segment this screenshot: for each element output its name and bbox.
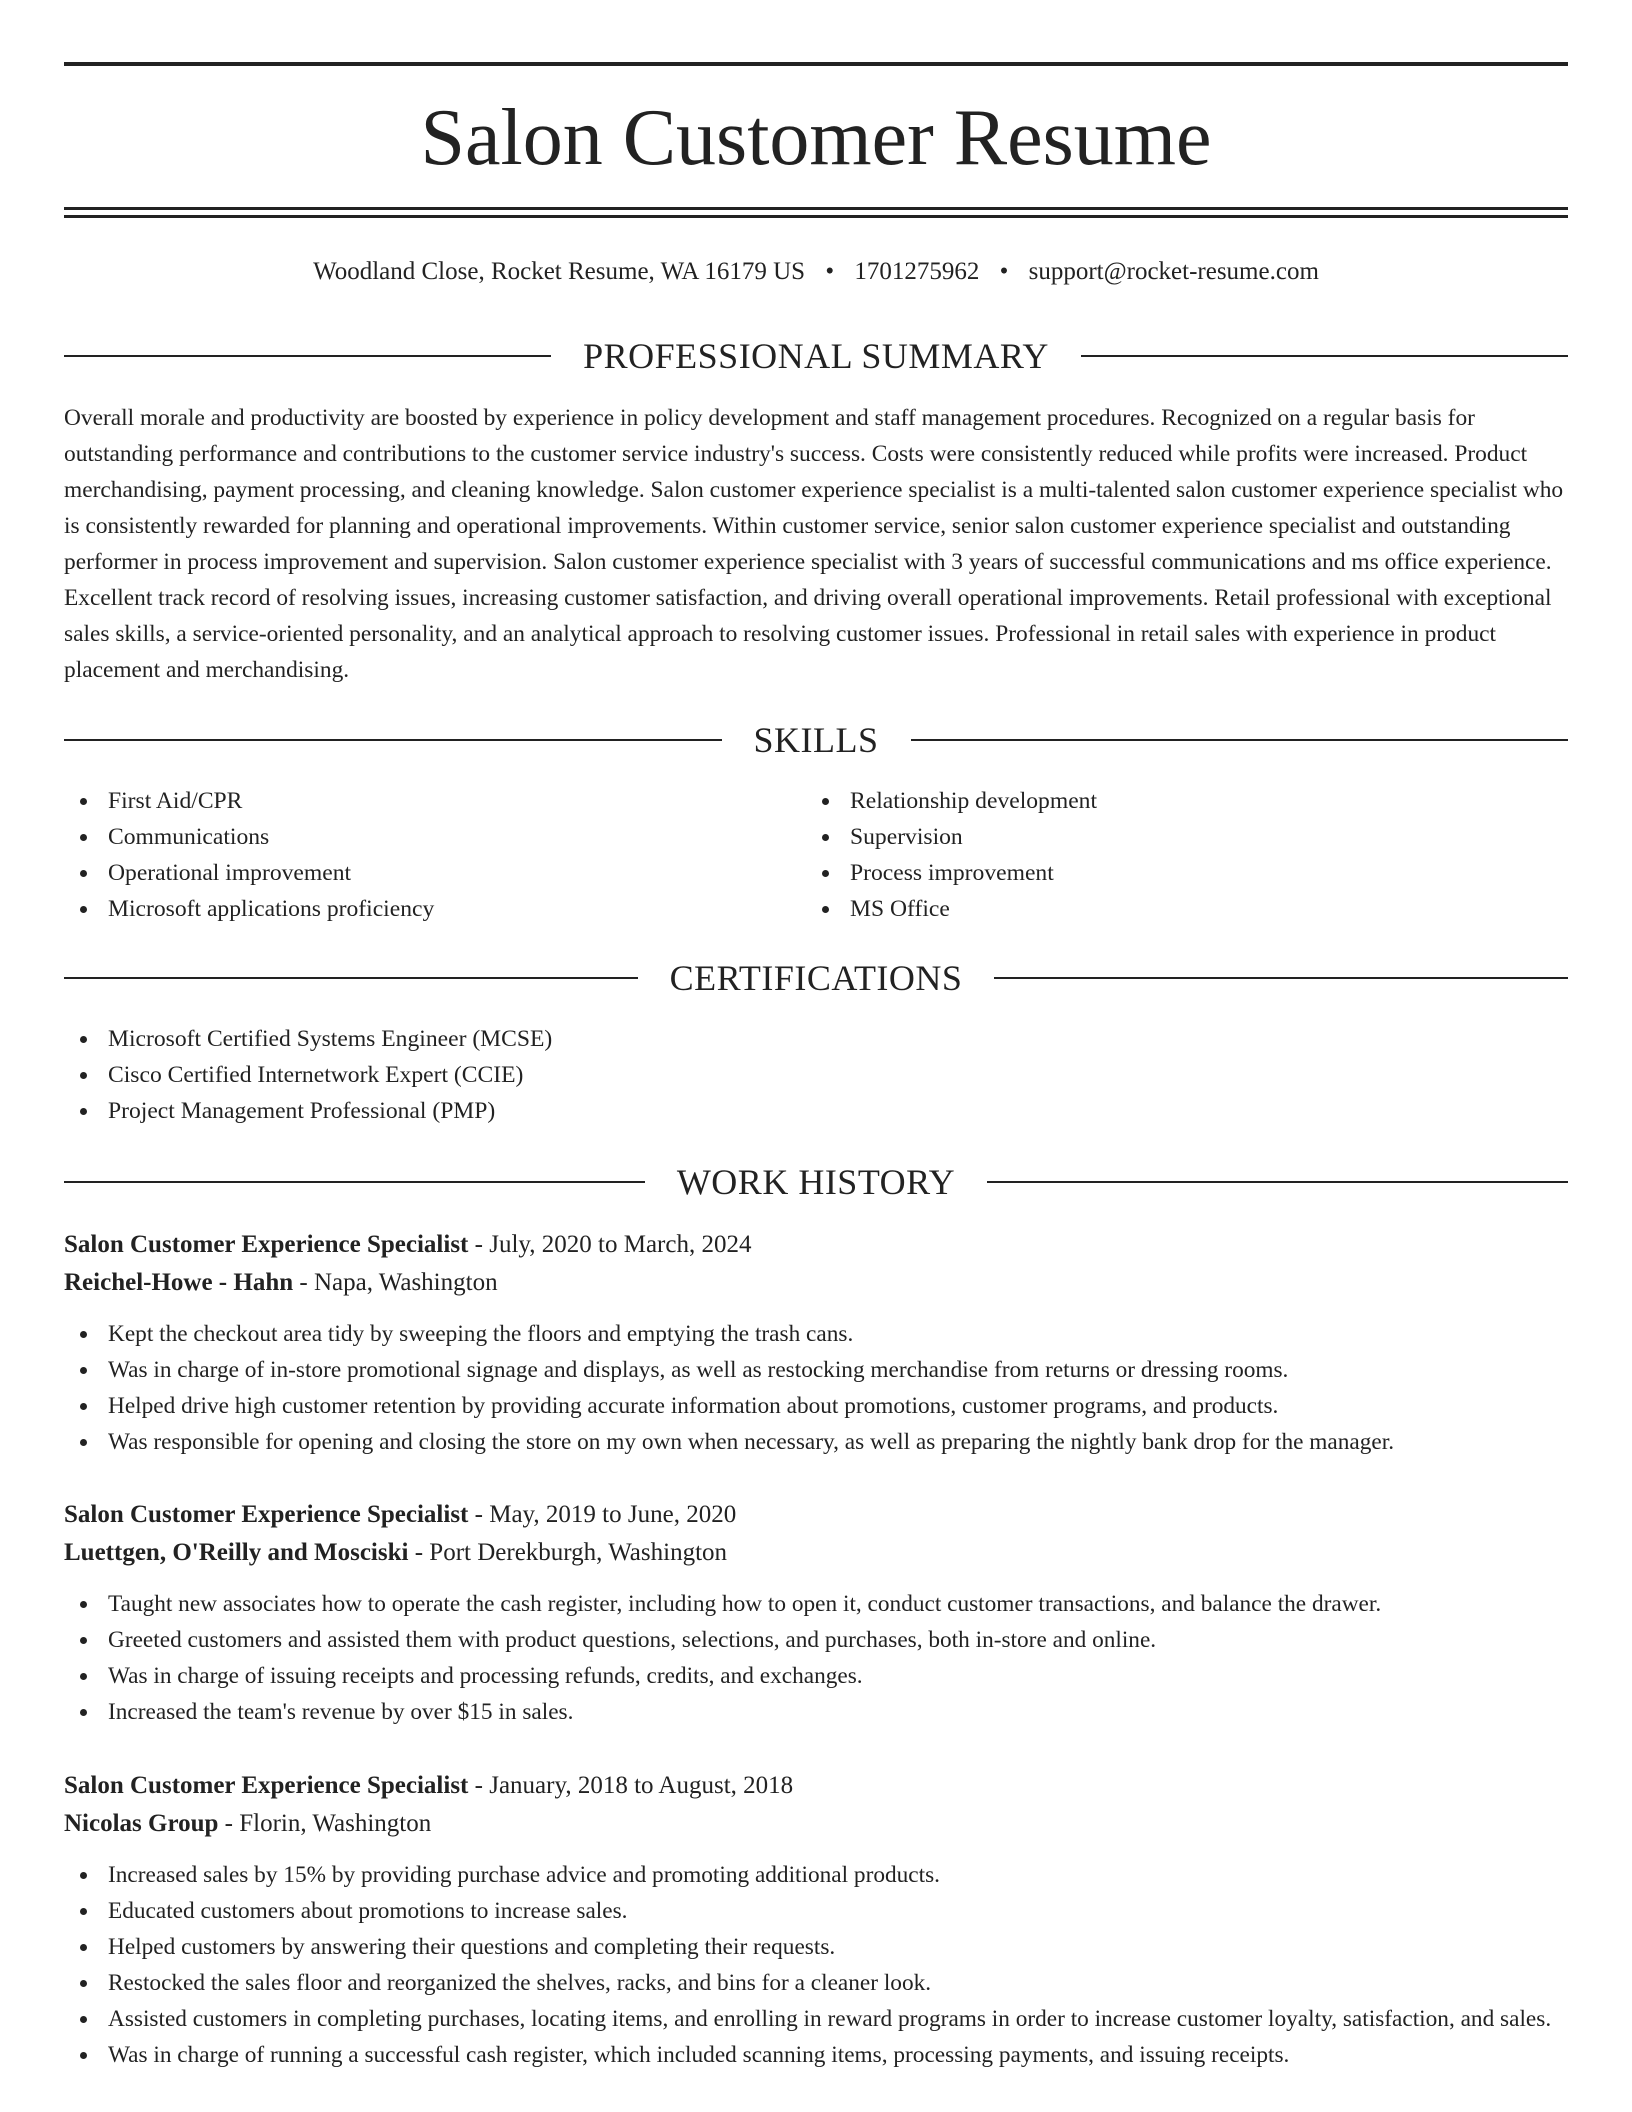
job-bullet: Assisted customers in completing purchases, locating items, and enrolling in reward programs in order to increase customer loyalty, satisfaction, and sales.: [64, 2001, 1568, 2037]
summary-heading: [64, 336, 1568, 376]
skill-item: Operational improvement: [64, 855, 764, 891]
job-bullet: Helped customers by answering their questions and completing their requests.: [64, 1929, 1568, 1965]
job-bullet: Increased sales by 15% by providing purchase advice and promoting additional products.: [64, 1857, 1568, 1893]
resume-title: Salon Customer Resume: [420, 94, 1212, 182]
job-bullets: [64, 1586, 1568, 1730]
skill-item: Microsoft applications proficiency: [64, 891, 764, 927]
job-bullet: Was in charge of in-store promotional signage and displays, as well as restocking merchandise from returns or dressing rooms.: [64, 1352, 1568, 1388]
summary-heading-text: PROFESSIONAL SUMMARY: [583, 336, 1049, 376]
contact-separator: •: [825, 258, 835, 285]
skills-list-left: [64, 783, 764, 927]
skill-item: Process improvement: [806, 855, 1506, 891]
contact-address: Woodland Close, Rocket Resume, WA 16179 US: [313, 258, 806, 285]
skills-heading: [64, 720, 1568, 760]
skill-item: First Aid/CPR: [64, 783, 764, 819]
header-top-rule: [64, 62, 1568, 66]
job-dates: - July, 2020 to March, 2024: [468, 1231, 752, 1258]
job-company: Reichel-Howe - Hahn: [64, 1269, 294, 1296]
job-title-line: [64, 1226, 1568, 1264]
job-bullet: Was responsible for opening and closing the store on my own when necessary, as well as preparing the nightly bank drop for the manager.: [64, 1424, 1568, 1460]
job-bullets: [64, 1857, 1568, 2073]
job-role: Salon Customer Experience Specialist: [64, 1772, 469, 1799]
certifications-heading: [64, 958, 1568, 998]
job-entry: [64, 1767, 1568, 2073]
certification-item: Cisco Certified Internetwork Expert (CCIE): [64, 1057, 1568, 1093]
job-bullet: Educated customers about promotions to increase sales.: [64, 1893, 1568, 1929]
job-company-line: [64, 1805, 1568, 1843]
job-bullet: Helped drive high customer retention by providing accurate information about promotions, customer programs, and products.: [64, 1388, 1568, 1424]
work-history-heading-text: WORK HISTORY: [676, 1162, 956, 1202]
job-bullet: Was in charge of issuing receipts and processing refunds, credits, and exchanges.: [64, 1658, 1568, 1694]
job-location: - Port Derekburgh, Washington: [408, 1539, 728, 1566]
heading-rule-right: [1081, 355, 1568, 357]
certification-item: Microsoft Certified Systems Engineer (MCSE): [64, 1021, 1568, 1057]
contact-phone: 1701275962: [854, 258, 980, 285]
skills-heading-text: SKILLS: [753, 720, 879, 760]
job-bullet: Kept the checkout area tidy by sweeping the floors and emptying the trash cans.: [64, 1316, 1568, 1352]
heading-rule-right: [911, 739, 1569, 741]
certification-item: Project Management Professional (PMP): [64, 1093, 1568, 1129]
heading-rule-right: [994, 977, 1568, 979]
contact-line: [64, 255, 1568, 289]
certifications-heading-text: CERTIFICATIONS: [669, 958, 963, 998]
job-entry: [64, 1226, 1568, 1460]
job-bullet: Greeted customers and assisted them with product questions, selections, and purchases, both in-store and online.: [64, 1622, 1568, 1658]
summary-paragraph: Overall morale and productivity are boosted by experience in policy development and staff management procedures. Recognized on a regular basis for outstanding performance and contributions to the customer service industry's success. Costs were consistently reduced while profits were increased. Product merchandising, payment processing, and cleaning knowledge. Salon customer experience specialist is a multi-talented salon customer experience specialist who is consistently rewarded for planning and operational improvements. Within customer service, senior salon customer experience specialist and outstanding performer in process improvement and supervision. Salon customer experience specialist with 3 years of successful communications and ms office experience. Excellent track record of resolving issues, increasing customer satisfaction, and driving overall operational improvements. Retail professional with exceptional sales skills, a service-oriented personality, and an analytical approach to resolving customer issues. Professional in retail sales with experience in product placement and merchandising.: [64, 405, 1564, 683]
contact-separator: •: [999, 258, 1009, 285]
heading-rule-left: [64, 1181, 645, 1183]
job-dates: - May, 2019 to June, 2020: [468, 1501, 737, 1528]
job-company-line: [64, 1264, 1568, 1302]
heading-rule-left: [64, 977, 638, 979]
contact-email: support@rocket-resume.com: [1028, 258, 1319, 285]
job-company: Nicolas Group: [64, 1810, 219, 1837]
job-dates: - January, 2018 to August, 2018: [468, 1772, 794, 1799]
job-location: - Napa, Washington: [293, 1269, 498, 1296]
work-history-heading: [64, 1162, 1568, 1202]
heading-rule-left: [64, 739, 722, 741]
certifications-list: [64, 1021, 1568, 1129]
job-location: - Florin, Washington: [218, 1810, 432, 1837]
skill-item: Communications: [64, 819, 764, 855]
job-entry: [64, 1496, 1568, 1730]
job-bullets: [64, 1316, 1568, 1460]
header-bottom-rule-second: [64, 215, 1568, 218]
skill-item: Relationship development: [806, 783, 1506, 819]
heading-rule-right: [987, 1181, 1568, 1183]
job-bullet: Taught new associates how to operate the cash register, including how to open it, conduct customer transactions, and balance the drawer.: [64, 1586, 1568, 1622]
job-role: Salon Customer Experience Specialist: [64, 1231, 469, 1258]
job-bullet: Was in charge of running a successful cash register, which included scanning items, processing payments, and issuing receipts.: [64, 2037, 1568, 2073]
job-title-line: [64, 1496, 1568, 1534]
skill-item: Supervision: [806, 819, 1506, 855]
job-company: Luettgen, O'Reilly and Mosciski: [64, 1539, 409, 1566]
heading-rule-left: [64, 355, 551, 357]
job-bullet: Restocked the sales floor and reorganized the shelves, racks, and bins for a cleaner look.: [64, 1965, 1568, 2001]
job-company-line: [64, 1534, 1568, 1572]
job-title-line: [64, 1767, 1568, 1805]
skill-item: MS Office: [806, 891, 1506, 927]
skills-list-right: [806, 783, 1506, 927]
job-role: Salon Customer Experience Specialist: [64, 1501, 469, 1528]
job-bullet: Increased the team's revenue by over $15 in sales.: [64, 1694, 1568, 1730]
header-bottom-rule: [64, 207, 1568, 210]
